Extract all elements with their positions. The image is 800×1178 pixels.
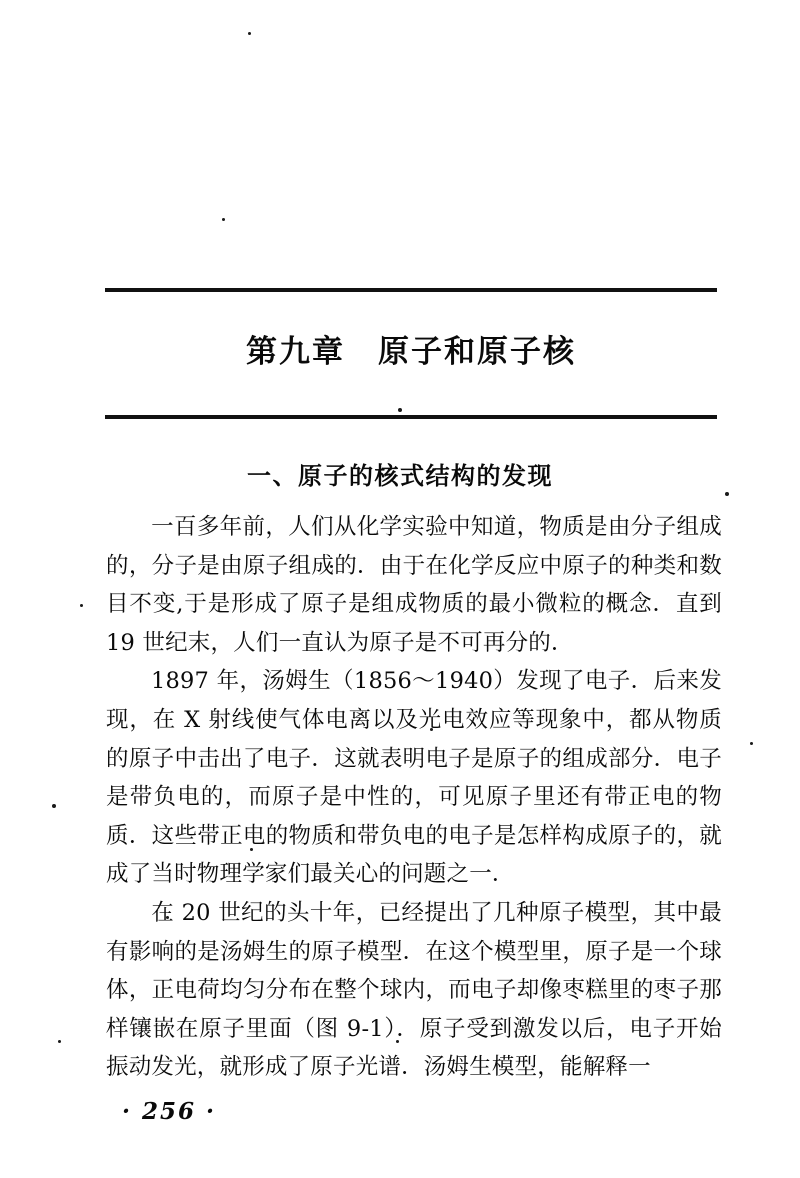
scan-speck: [750, 742, 753, 745]
page-number: · 256 ·: [122, 1098, 217, 1125]
chapter-title: 第九章 原子和原子核: [246, 333, 576, 370]
body-text: [106, 508, 722, 1087]
paragraph: [106, 894, 722, 1087]
paragraph: [106, 508, 722, 662]
scan-speck: [52, 804, 56, 808]
paragraph-text: 1897 年，汤姆生（1856～1940）发现了电子．后来发现，在 X 射线使气体电离以及光电效应等现象中，都从物质的原子中击出了电子．这就表明电子是原子的组成部分．电子是带负电的，而原子是中性的，可见原子里还有带正电的物质．这些带正电的物质和带负电的电子是怎样构成原子的，就成了当时物理学家们最关心的问题之一．: [106, 668, 722, 888]
section-heading: 一、原子的核式结构的发现: [247, 461, 553, 490]
scan-speck: [248, 32, 251, 35]
scan-speck: [58, 1040, 61, 1043]
scan-speck: [725, 492, 729, 496]
chapter-rule-top: [105, 288, 717, 292]
chapter-rule-bottom: [105, 415, 717, 419]
scan-speck: [222, 218, 225, 221]
paragraph-text: 一百多年前，人们从化学实验中知道，物质是由分子组成的，分子是由原子组成的．由于在化学反应中原子的种类和数目不变,于是形成了原子是组成物质的最小微粒的概念．直到 19 世纪末，人们一直认为原子是不可再分的．: [106, 514, 722, 656]
paragraph: [106, 662, 722, 894]
scan-speck: [80, 604, 83, 607]
paragraph-text: 在 20 世纪的头十年，已经提出了几种原子模型，其中最有影响的是汤姆生的原子模型．在这个模型里，原子是一个球体，正电荷均匀分布在整个球内，而电子却像枣糕里的枣子那样镶嵌在原子里面（图 9-1）．原子受到激发以后，电子开始振动发光，就形成了原子光谱．汤姆生模型，能解释一: [106, 899, 722, 1081]
chapter-title-block: [105, 288, 717, 419]
